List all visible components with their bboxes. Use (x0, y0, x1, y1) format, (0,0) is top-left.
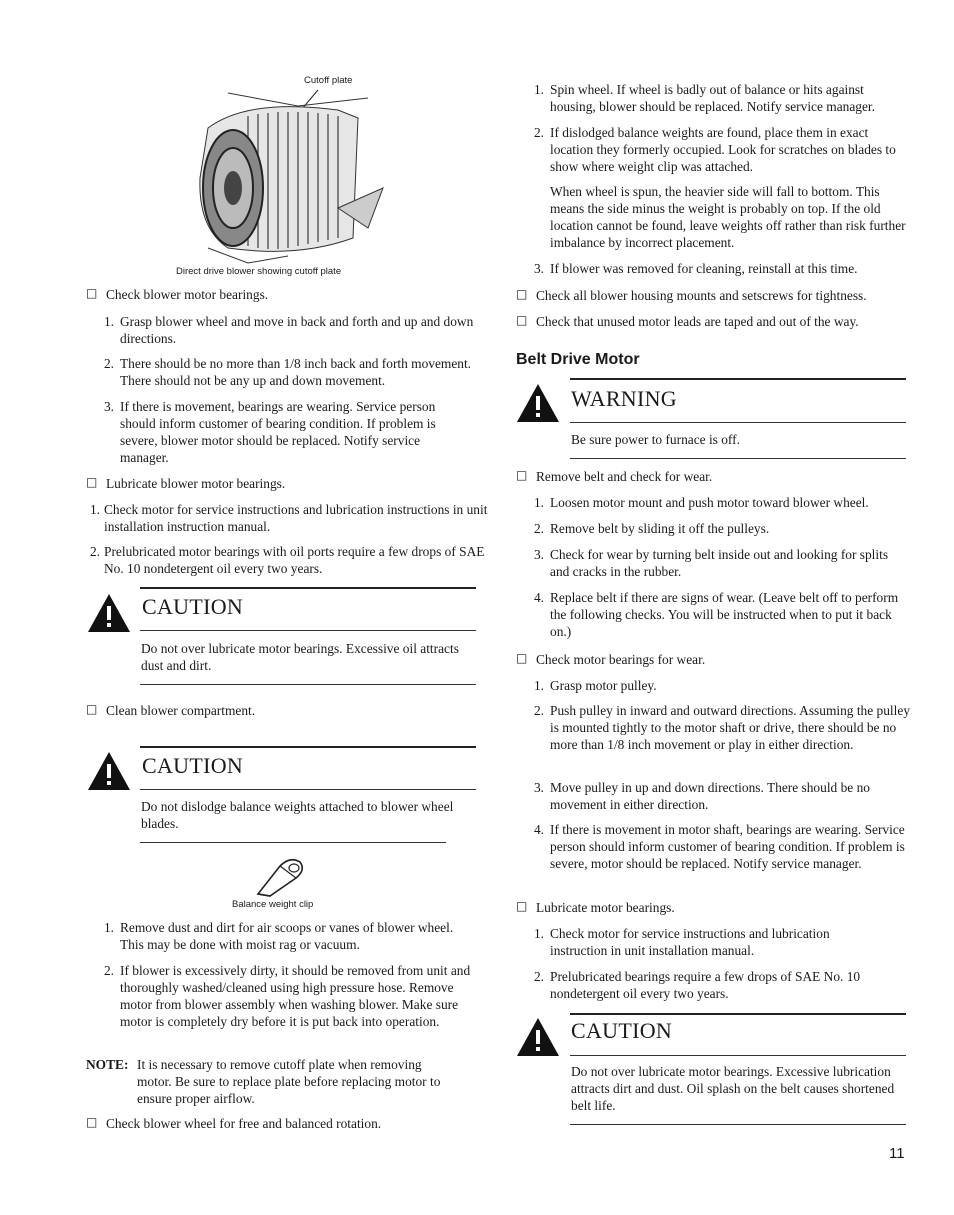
warning-bottom-rule (570, 458, 906, 459)
step-number: 1. (103, 920, 114, 935)
note-label: NOTE: (86, 1057, 129, 1072)
wheel-step-1: Spin wheel. If wheel is badly out of balance or hits against housing, blower should be replaced. Notify service manager. (550, 82, 875, 114)
step-number: 3. (533, 547, 544, 562)
checkbox-lubricate-motor[interactable]: □ (516, 899, 528, 913)
checkbox-bearings[interactable]: □ (86, 286, 98, 300)
motor-lub-step-2: Prelubricated bearings require a few drops of SAE No. 10 nondetergent oil every two years. (550, 969, 861, 1001)
wheel-step-3: If blower was removed for cleaning, reinstall at this time. (550, 261, 858, 276)
caution-rule (140, 789, 476, 790)
caution-rule (570, 1055, 906, 1056)
caution-heading: CAUTION (142, 594, 244, 619)
caution-text: Do not over lubricate motor bearings. Excessive oil attracts dust and dirt. (141, 641, 459, 673)
checkbox-mounts[interactable]: □ (516, 287, 528, 301)
warning-rule (570, 422, 906, 423)
check-housing-mounts: Check all blower housing mounts and setscrews for tightness. (536, 288, 867, 303)
note-text: It is necessary to remove cutoff plate when removing motor. Be sure to replace plate before replacing motor to ensure proper airflow. (137, 1057, 441, 1106)
caution-top-rule (140, 587, 476, 589)
caution-top-rule (570, 1013, 906, 1015)
caution-rule (140, 630, 476, 631)
section-title-belt-drive: Belt Drive Motor (516, 351, 640, 368)
warning-heading: WARNING (571, 386, 677, 411)
caution-triangle-icon (86, 592, 132, 634)
step-number: 2. (103, 356, 114, 371)
step-number: 4. (533, 822, 544, 837)
caution-text: Do not dislodge balance weights attached to blower wheel blades. (141, 799, 454, 831)
bearings-step-2: There should be no more than 1/8 inch back and forth movement. There should not be any up and down movement. (120, 356, 472, 388)
motor-step-2: Push pulley in inward and outward directions. Assuming the pulley is mounted tightly to the motor shaft or drive, there should be no more than 1/8 inch movement or play in either direction. (550, 703, 911, 752)
lubricate-step-1: Check motor for service instructions and lubrication instructions in unit installation instruction manual. (104, 502, 488, 534)
belt-step-1: Loosen motor mount and push motor toward blower wheel. (550, 495, 869, 510)
caution-triangle-icon (515, 1016, 561, 1058)
wheel-paragraph: When wheel is spun, the heavier side will fall to bottom. This means the side minus the weight is probably on top. If the old location cannot be found, leave weights off rather than risk further imbalance by incorrect placement. (550, 184, 906, 250)
step-number: 3. (103, 399, 114, 414)
caution-bottom-rule (570, 1124, 906, 1125)
warning-top-rule (570, 378, 906, 380)
step-number: 4. (533, 590, 544, 605)
step-number: 1. (103, 314, 114, 329)
remove-belt: Remove belt and check for wear. (536, 469, 713, 484)
step-number: 2. (103, 963, 114, 978)
figure-label-cutoff-plate: Cutoff plate (304, 75, 353, 86)
step-number: 1. (533, 678, 544, 693)
check-motor-leads: Check that unused motor leads are taped and out of the way. (536, 314, 859, 329)
lubricate-step-2: Prelubricated motor bearings with oil ports require a few drops of SAE No. 10 nondetergent oil every two years. (104, 544, 485, 576)
lubricate-motor-bearings: Lubricate motor bearings. (536, 900, 675, 915)
figure-caption-balance-clip: Balance weight clip (232, 899, 314, 910)
caution-bottom-rule (140, 684, 476, 685)
bearings-step-1: Grasp blower wheel and move in back and forth and up and down directions. (120, 314, 474, 346)
caution-triangle-icon (86, 750, 132, 792)
bearings-step-3: If there is movement, bearings are wearing. Service person should inform customer of bearing condition. If problem is severe, blower motor should be replaced. Notify service manager. (120, 399, 436, 465)
balance-weight-clip-illustration (250, 852, 310, 898)
lubricate-blower-bearings: Lubricate blower motor bearings. (106, 476, 286, 491)
checkbox-leads[interactable]: □ (516, 313, 528, 327)
step-number: 2. (89, 544, 100, 559)
step-number: 2. (533, 521, 544, 536)
checkbox-remove-belt[interactable]: □ (516, 468, 528, 482)
wheel-step-2: If dislodged balance weights are found, place them in exact location they formerly occupied. Look for scratches on blades to show where weight clip was attached. (550, 125, 896, 174)
clean-step-2: If blower is excessively dirty, it should be removed from unit and thoroughly washed/cleaned using high pressure hose. Remove motor from blower assembly when washing blower. Make sure motor is completely dry before it is put back into operation. (120, 963, 471, 1029)
step-number: 1. (533, 495, 544, 510)
motor-lub-step-1: Check motor for service instructions and lubrication instruction in unit installation manual. (550, 926, 830, 958)
figure-caption-blower: Direct drive blower showing cutoff plate (176, 266, 342, 277)
caution-bottom-rule (140, 842, 446, 843)
motor-step-4: If there is movement in motor shaft, bearings are wearing. Service person should inform customer of bearing condition. If problem is severe, motor should be replaced. Notify service manager. (550, 822, 905, 871)
step-number: 2. (533, 125, 544, 140)
caution-text: Do not over lubricate motor bearings. Excessive lubrication attracts dirt and dust. Oil splash on the belt causes shortened belt life. (571, 1064, 895, 1113)
check-blower-bearings: Check blower motor bearings. (106, 287, 269, 302)
checkbox-clean[interactable]: □ (86, 702, 98, 716)
caution-heading: CAUTION (571, 1018, 673, 1043)
step-number: 3. (533, 261, 544, 276)
clean-step-1: Remove dust and dirt for air scoops or vanes of blower wheel. This may be done with moist rag or vacuum. (120, 920, 454, 952)
caution-top-rule (140, 746, 476, 748)
step-number: 3. (533, 780, 544, 795)
caution-heading: CAUTION (142, 753, 244, 778)
step-number: 2. (533, 969, 544, 984)
check-blower-wheel: Check blower wheel for free and balanced rotation. (106, 1116, 382, 1131)
belt-step-2: Remove belt by sliding it off the pulleys. (550, 521, 770, 536)
checkbox-check-wheel[interactable]: □ (86, 1115, 98, 1129)
warning-text: Be sure power to furnace is off. (571, 432, 740, 447)
step-number: 2. (533, 703, 544, 718)
check-motor-bearings: Check motor bearings for wear. (536, 652, 706, 667)
step-number: 1. (89, 502, 100, 517)
page-number: 11 (889, 1145, 905, 1162)
blower-illustration (188, 88, 388, 266)
warning-triangle-icon (515, 382, 561, 424)
motor-step-1: Grasp motor pulley. (550, 678, 657, 693)
motor-step-3: Move pulley in up and down directions. There should be no movement in either direction. (550, 780, 870, 812)
clean-blower-compartment: Clean blower compartment. (106, 703, 256, 718)
step-number: 1. (533, 926, 544, 941)
step-number: 1. (533, 82, 544, 97)
belt-step-4: Replace belt if there are signs of wear. (Leave belt off to perform the following checks. You will be instructed when to put it back on.) (550, 590, 899, 639)
checkbox-check-motor[interactable]: □ (516, 651, 528, 665)
checkbox-lubricate[interactable]: □ (86, 475, 98, 489)
belt-step-3: Check for wear by turning belt inside out and looking for splits and cracks in the rubber. (550, 547, 889, 579)
